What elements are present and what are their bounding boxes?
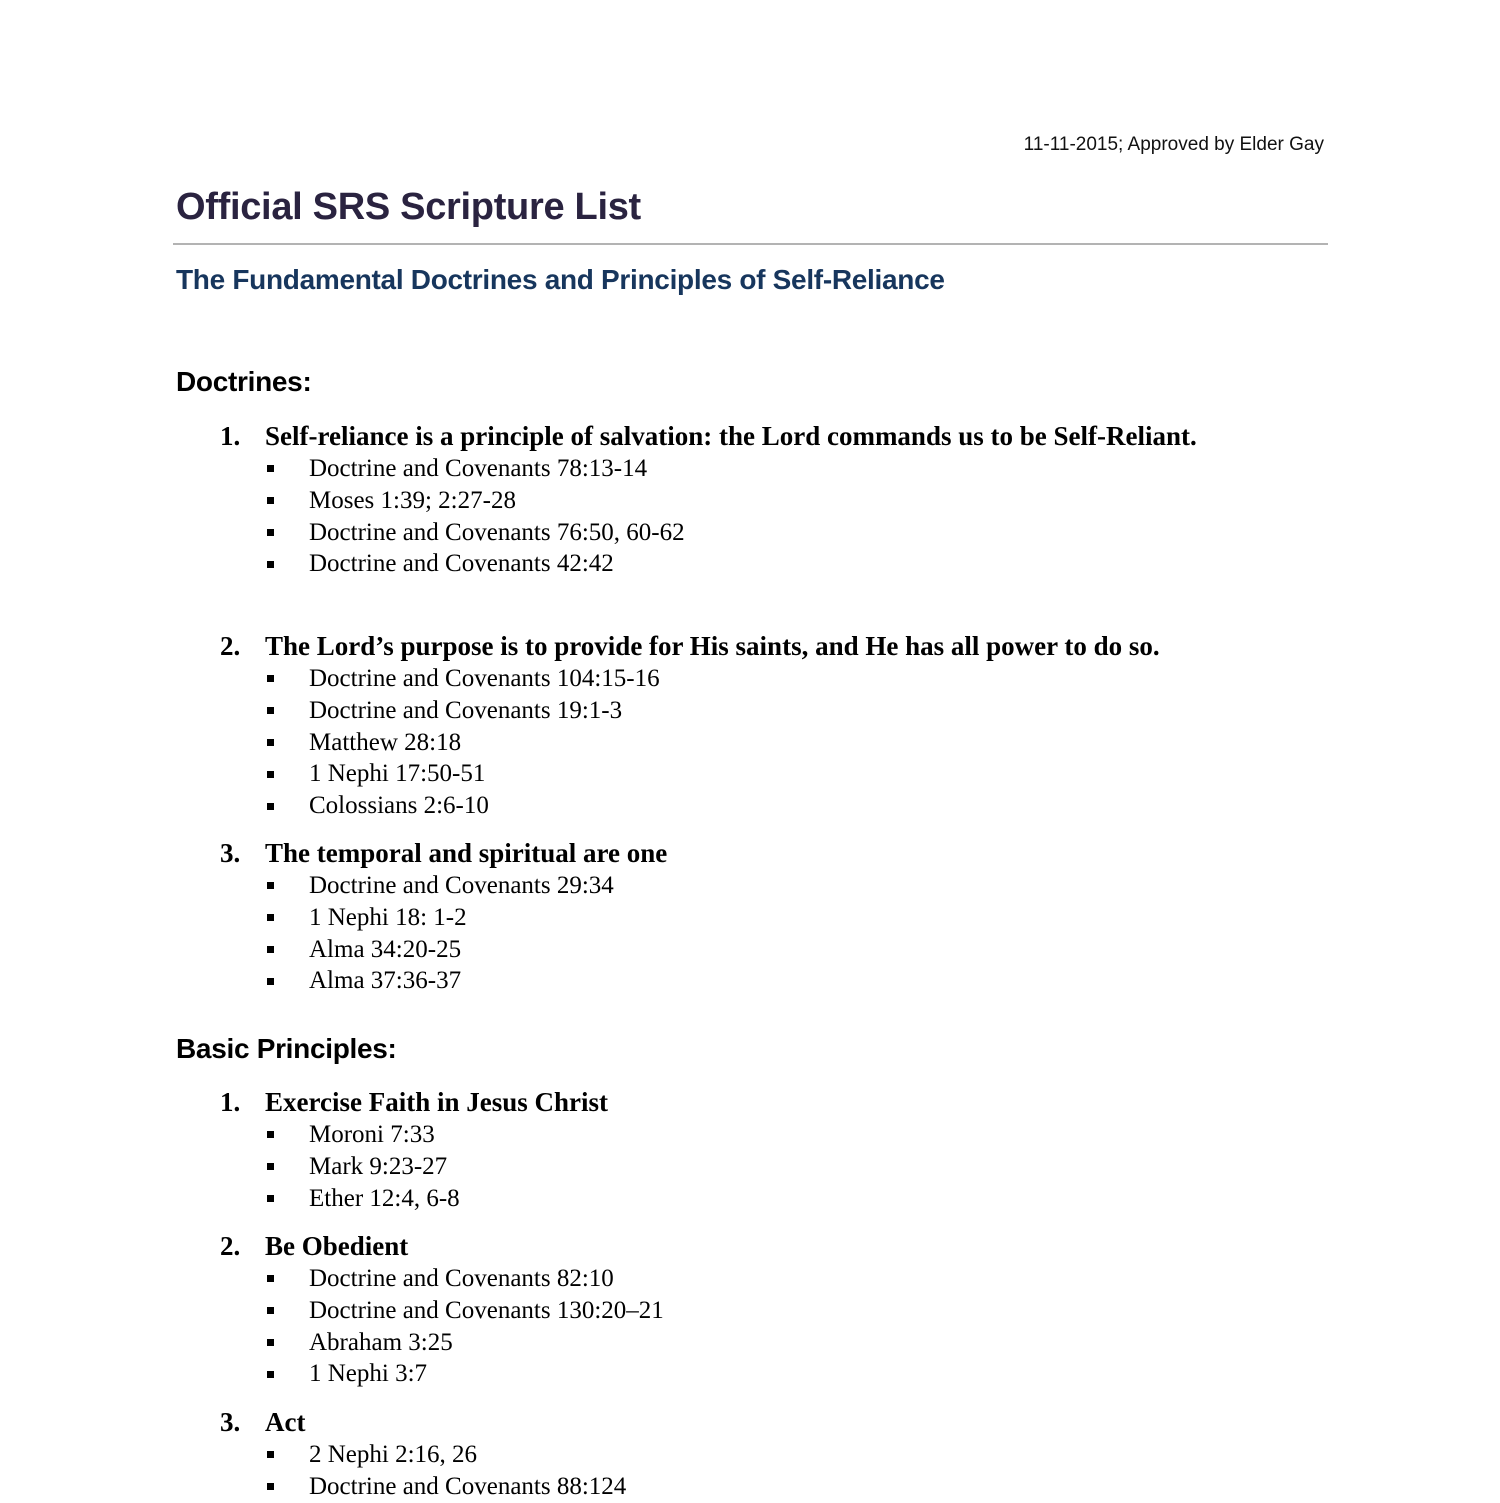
doctrine-item bbox=[220, 837, 1310, 997]
square-bullet-icon bbox=[267, 497, 274, 504]
square-bullet-icon bbox=[267, 946, 274, 953]
scripture-ref: Alma 34:20-25 bbox=[265, 934, 1310, 966]
title-divider bbox=[173, 243, 1328, 245]
scripture-list bbox=[265, 663, 1310, 822]
scripture-ref: Doctrine and Covenants 29:34 bbox=[265, 870, 1310, 902]
square-bullet-icon bbox=[267, 465, 274, 472]
scripture-ref: 1 Nephi 3:7 bbox=[265, 1358, 1310, 1390]
principle-item bbox=[220, 1406, 1310, 1503]
square-bullet-icon bbox=[267, 1339, 274, 1346]
item-title: The Lord’s purpose is to provide for His saints, and He has all power to do so. bbox=[265, 631, 1160, 661]
scripture-list bbox=[265, 1119, 1310, 1214]
scripture-ref: Doctrine and Covenants 42:42 bbox=[265, 548, 1260, 580]
square-bullet-icon bbox=[267, 1275, 274, 1282]
square-bullet-icon bbox=[267, 675, 274, 682]
doctrine-item bbox=[220, 630, 1310, 822]
scripture-ref: Alma 37:36-37 bbox=[265, 965, 1310, 997]
scripture-ref: Doctrine and Covenants 88:124 bbox=[265, 1471, 1310, 1503]
scripture-list bbox=[265, 870, 1310, 997]
item-title: Exercise Faith in Jesus Christ bbox=[265, 1087, 608, 1117]
item-number: 3. bbox=[220, 1407, 241, 1437]
square-bullet-icon bbox=[267, 707, 274, 714]
scripture-ref: Doctrine and Covenants 78:13-14 bbox=[265, 453, 1260, 485]
item-number: 3. bbox=[220, 838, 241, 868]
square-bullet-icon bbox=[267, 882, 274, 889]
scripture-ref: Doctrine and Covenants 76:50, 60-62 bbox=[265, 517, 1260, 549]
square-bullet-icon bbox=[267, 1195, 274, 1202]
scripture-list bbox=[265, 1263, 1310, 1390]
doctrine-item bbox=[220, 420, 1260, 580]
item-title: The temporal and spiritual are one bbox=[265, 838, 668, 868]
scripture-ref: Moses 1:39; 2:27-28 bbox=[265, 485, 1260, 517]
page-subtitle: The Fundamental Doctrines and Principles of Self-Reliance bbox=[176, 264, 945, 295]
approval-date: 11-11-2015; Approved by Elder Gay bbox=[1023, 134, 1324, 155]
square-bullet-icon bbox=[267, 739, 274, 746]
scripture-ref: Moroni 7:33 bbox=[265, 1119, 1310, 1151]
item-title: Self-reliance is a principle of salvation: the Lord commands us to be Self-Reliant. bbox=[265, 421, 1197, 451]
item-title: Be Obedient bbox=[265, 1231, 409, 1261]
square-bullet-icon bbox=[267, 1131, 274, 1138]
scripture-ref: 1 Nephi 17:50-51 bbox=[265, 758, 1310, 790]
scripture-ref: Doctrine and Covenants 130:20–21 bbox=[265, 1295, 1310, 1327]
scripture-ref: 2 Nephi 2:16, 26 bbox=[265, 1439, 1310, 1471]
item-number: 1. bbox=[220, 1087, 241, 1117]
page-title: Official SRS Scripture List bbox=[176, 186, 641, 228]
scripture-ref: Abraham 3:25 bbox=[265, 1327, 1310, 1359]
scripture-ref: Colossians 2:6-10 bbox=[265, 790, 1310, 822]
scripture-list bbox=[265, 1439, 1310, 1503]
item-number: 2. bbox=[220, 631, 241, 661]
item-number: 1. bbox=[220, 421, 241, 451]
principles-heading: Basic Principles: bbox=[176, 1033, 397, 1064]
item-title: Act bbox=[265, 1407, 306, 1437]
scripture-ref: Ether 12:4, 6-8 bbox=[265, 1183, 1310, 1215]
item-number: 2. bbox=[220, 1231, 241, 1261]
square-bullet-icon bbox=[267, 1371, 274, 1378]
principle-item bbox=[220, 1230, 1310, 1390]
scripture-ref: Mark 9:23-27 bbox=[265, 1151, 1310, 1183]
square-bullet-icon bbox=[267, 978, 274, 985]
scripture-ref: Matthew 28:18 bbox=[265, 727, 1310, 759]
square-bullet-icon bbox=[267, 1483, 274, 1490]
square-bullet-icon bbox=[267, 771, 274, 778]
square-bullet-icon bbox=[267, 1307, 274, 1314]
scripture-ref: Doctrine and Covenants 82:10 bbox=[265, 1263, 1310, 1295]
square-bullet-icon bbox=[267, 529, 274, 536]
square-bullet-icon bbox=[267, 1451, 274, 1458]
scripture-ref: Doctrine and Covenants 19:1-3 bbox=[265, 695, 1310, 727]
doctrines-heading: Doctrines: bbox=[176, 366, 312, 397]
scripture-ref: Doctrine and Covenants 104:15-16 bbox=[265, 663, 1310, 695]
principle-item bbox=[220, 1086, 1310, 1214]
square-bullet-icon bbox=[267, 1163, 274, 1170]
square-bullet-icon bbox=[267, 561, 274, 568]
scripture-list bbox=[265, 453, 1260, 580]
square-bullet-icon bbox=[267, 803, 274, 810]
scripture-ref: 1 Nephi 18: 1-2 bbox=[265, 902, 1310, 934]
square-bullet-icon bbox=[267, 914, 274, 921]
